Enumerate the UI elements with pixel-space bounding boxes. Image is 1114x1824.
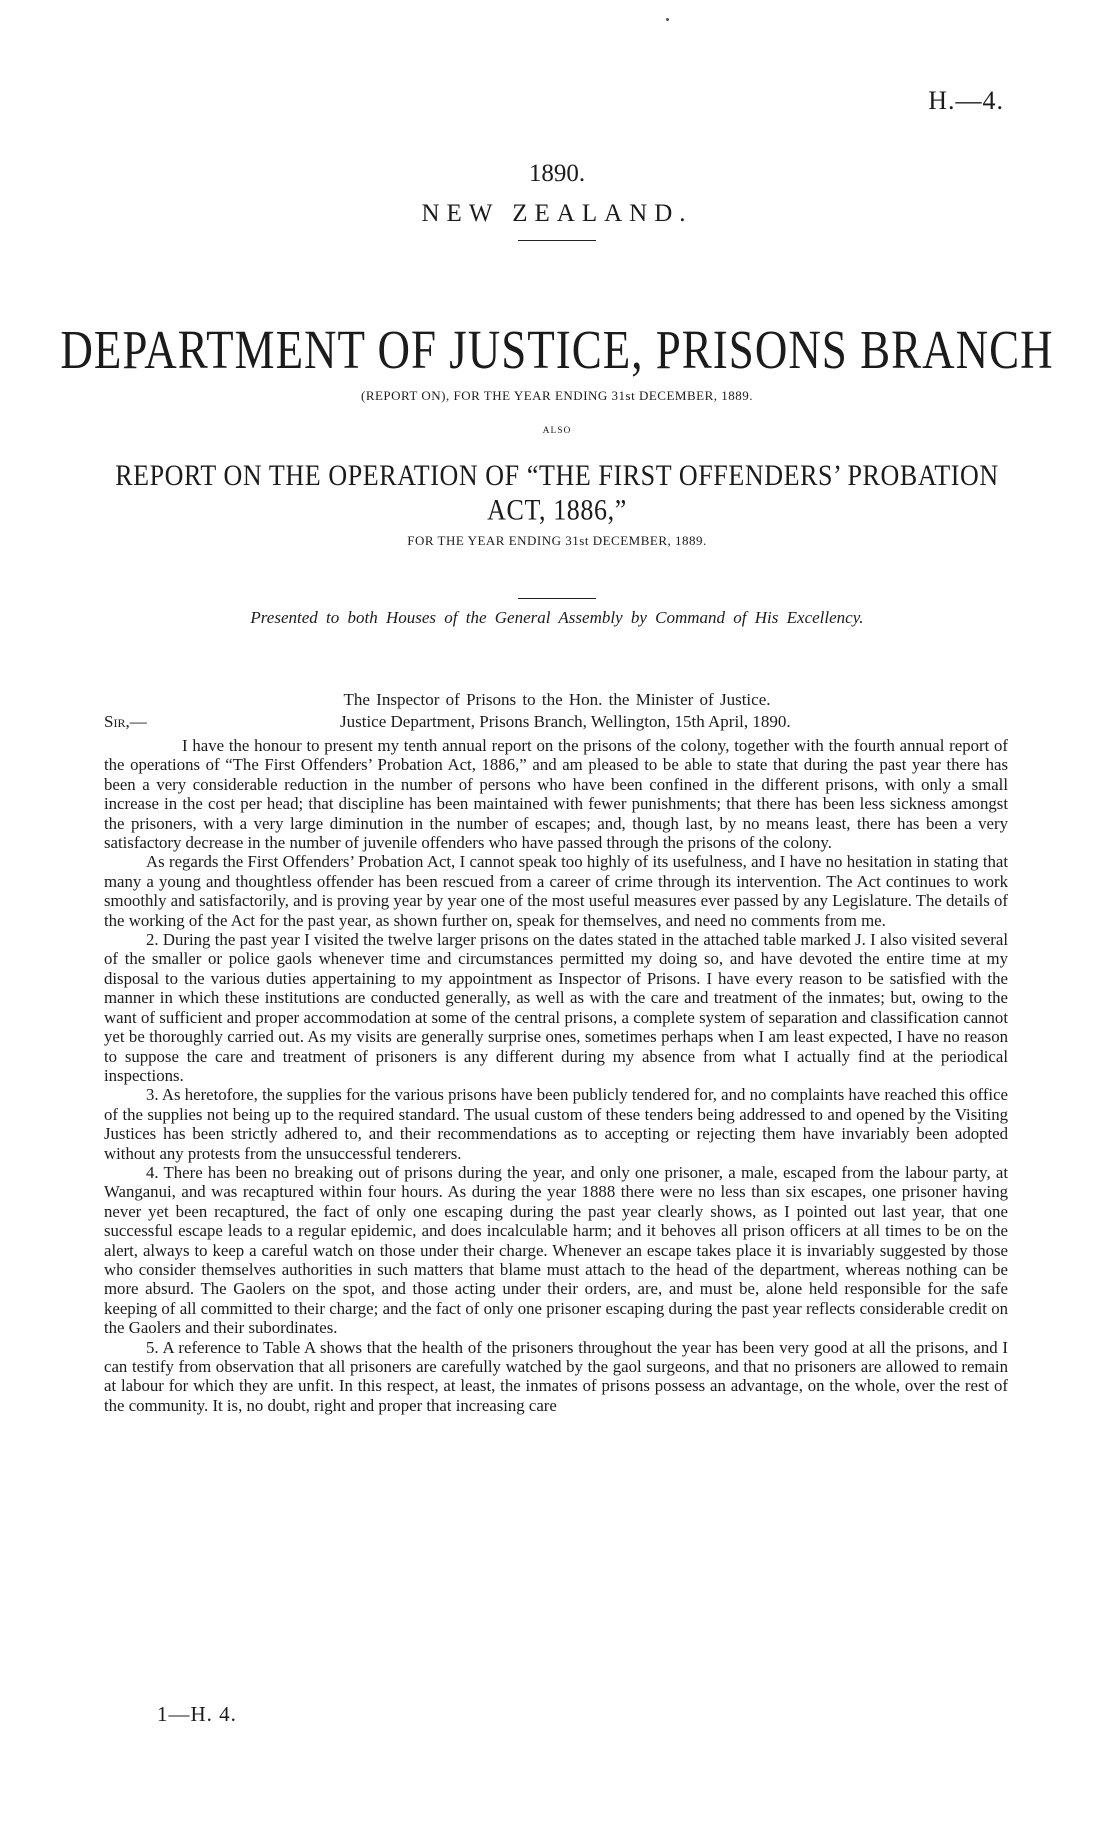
print-speck <box>666 18 669 21</box>
country-heading: NEW ZEALAND. <box>421 200 693 227</box>
body-paragraph: 4. There has been no breaking out of prisons during the year, and only one prisoner, a male, escaped from the labour party, at Wanganui, and was recaptured within four hours. As during the year 1888 there were no less than six escapes, one prisoner having never yet been recaptured, the fact of only one escaping during the past year clearly shows, as I pointed out last year, that one successful escape leads to a regular epidemic, and does incalculable harm; and it behoves all prison officers at all times to be on the alert, always to keep a careful watch on those under their charge. Whenever an escape takes place it is invariably suggested by those who consider themselves authorities in such matters that blame must attach to the head of the department, whereas nothing can be more absurd. The Gaolers on the spot, and those acting under their orders, are, and must be, alone held responsible for the safe keeping of all committed to their charge; and the fact of only one prisoner escaping during the past year reflects considerable credit on the Gaolers and their subordinates. <box>104 1162 1008 1338</box>
letter-dateline: Justice Department, Prisons Branch, Wellington, 15th April, 1890. <box>340 712 791 731</box>
body-paragraph: I have the honour to present my tenth annual report on the prisons of the colony, together with the fourth annual report of the operations of “The First Offenders’ Probation Act, 1886,” and am pleased to be able to state that during the past year there has been a very considerable reduction in the number of persons who have been confined in the different prisons, with only a small increase in the cost per head; that discipline has been maintained with fewer punishments; that there has been less sickness amongst the prisoners, with a very large diminution in the number of escapes; and, though last, by no means least, there has been a very satisfactory decrease in the number of juvenile offenders who have passed through the prisons of the colony. <box>104 736 1008 853</box>
letter-address: The Inspector of Prisons to the Hon. the Minister of Justice. <box>343 690 771 709</box>
probation-report-title: REPORT ON THE OPERATION OF “THE FIRST OFFENDERS’ PROBATION ACT, 1886,” <box>115 459 999 527</box>
body-paragraph: 3. As heretofore, the supplies for the various prisons have been publicly tendered for, and no complaints have reached this office of the supplies not being up to the required standard. The usual custom of these tenders being addressed to and opened by the Visiting Justices has been strictly adhered to, and their recommendations as to accepting or rejecting them have invariably been adopted without any protests from the unsuccessful tenderers. <box>104 1085 1008 1163</box>
body-paragraph: 5. A reference to Table A shows that the health of the prisoners throughout the year has been very good at all the prisons, and I can testify from observation that all prisoners are carefully watched by the gaol surgeons, and that no prisoners are allowed to remain at labour for which they are unfit. In this respect, at least, the inmates of prisons possess an advantage, on the whole, over the rest of the community. It is, no doubt, right and proper that increasing care <box>104 1337 1008 1415</box>
letter-body <box>104 736 1008 1415</box>
divider-rule <box>518 598 596 599</box>
probation-report-subtitle: FOR THE YEAR ENDING 31st DECEMBER, 1889. <box>407 533 707 548</box>
letter-salutation: Sir,— <box>104 712 147 731</box>
document-year: 1890. <box>528 160 586 187</box>
also-label: ALSO <box>542 426 572 436</box>
report-subtitle: (REPORT ON), FOR THE YEAR ENDING 31st DECEMBER, 1889. <box>360 388 754 403</box>
main-title: DEPARTMENT OF JUSTICE, PRISONS BRANCH <box>60 319 1054 381</box>
sheet-signature: 1—H. 4. <box>157 1702 237 1726</box>
divider-rule <box>518 240 596 241</box>
page-reference: H.—4. <box>928 86 1004 115</box>
body-paragraph: As regards the First Offenders’ Probation Act, I cannot speak too highly of its usefulness, and I have no hesitation in stating that many a young and thoughtless offender has been rescued from a career of crime through its intervention. The Act continues to work smoothly and satisfactorily, and is proving year by year one of the most useful measures ever passed by any Legislature. The details of the working of the Act for the past year, as shown further on, speak for themselves, and need no comments from me. <box>104 852 1008 930</box>
presented-line: Presented to both Houses of the General Assembly by Command of His Excellency. <box>250 608 864 627</box>
body-paragraph: 2. During the past year I visited the twelve larger prisons on the dates stated in the attached table marked J. I also visited several of the smaller or police gaols whenever time and circumstances permitted my doing so, and have devoted the entire time at my disposal to the various duties appertaining to my appointment as Inspector of Prisons. I have every reason to be satisfied with the manner in which these institutions are conducted generally, as well as with the care and treatment of the inmates; but, owing to the want of sufficient and proper accommodation at some of the central prisons, a complete system of separation and classification cannot yet be thoroughly carried out. As my visits are generally surprise ones, sometimes perhaps when I am least expected, I have no reason to suppose the care and treatment of prisoners is any different during my absence from what I actually find at the periodical inspections. <box>104 930 1008 1085</box>
